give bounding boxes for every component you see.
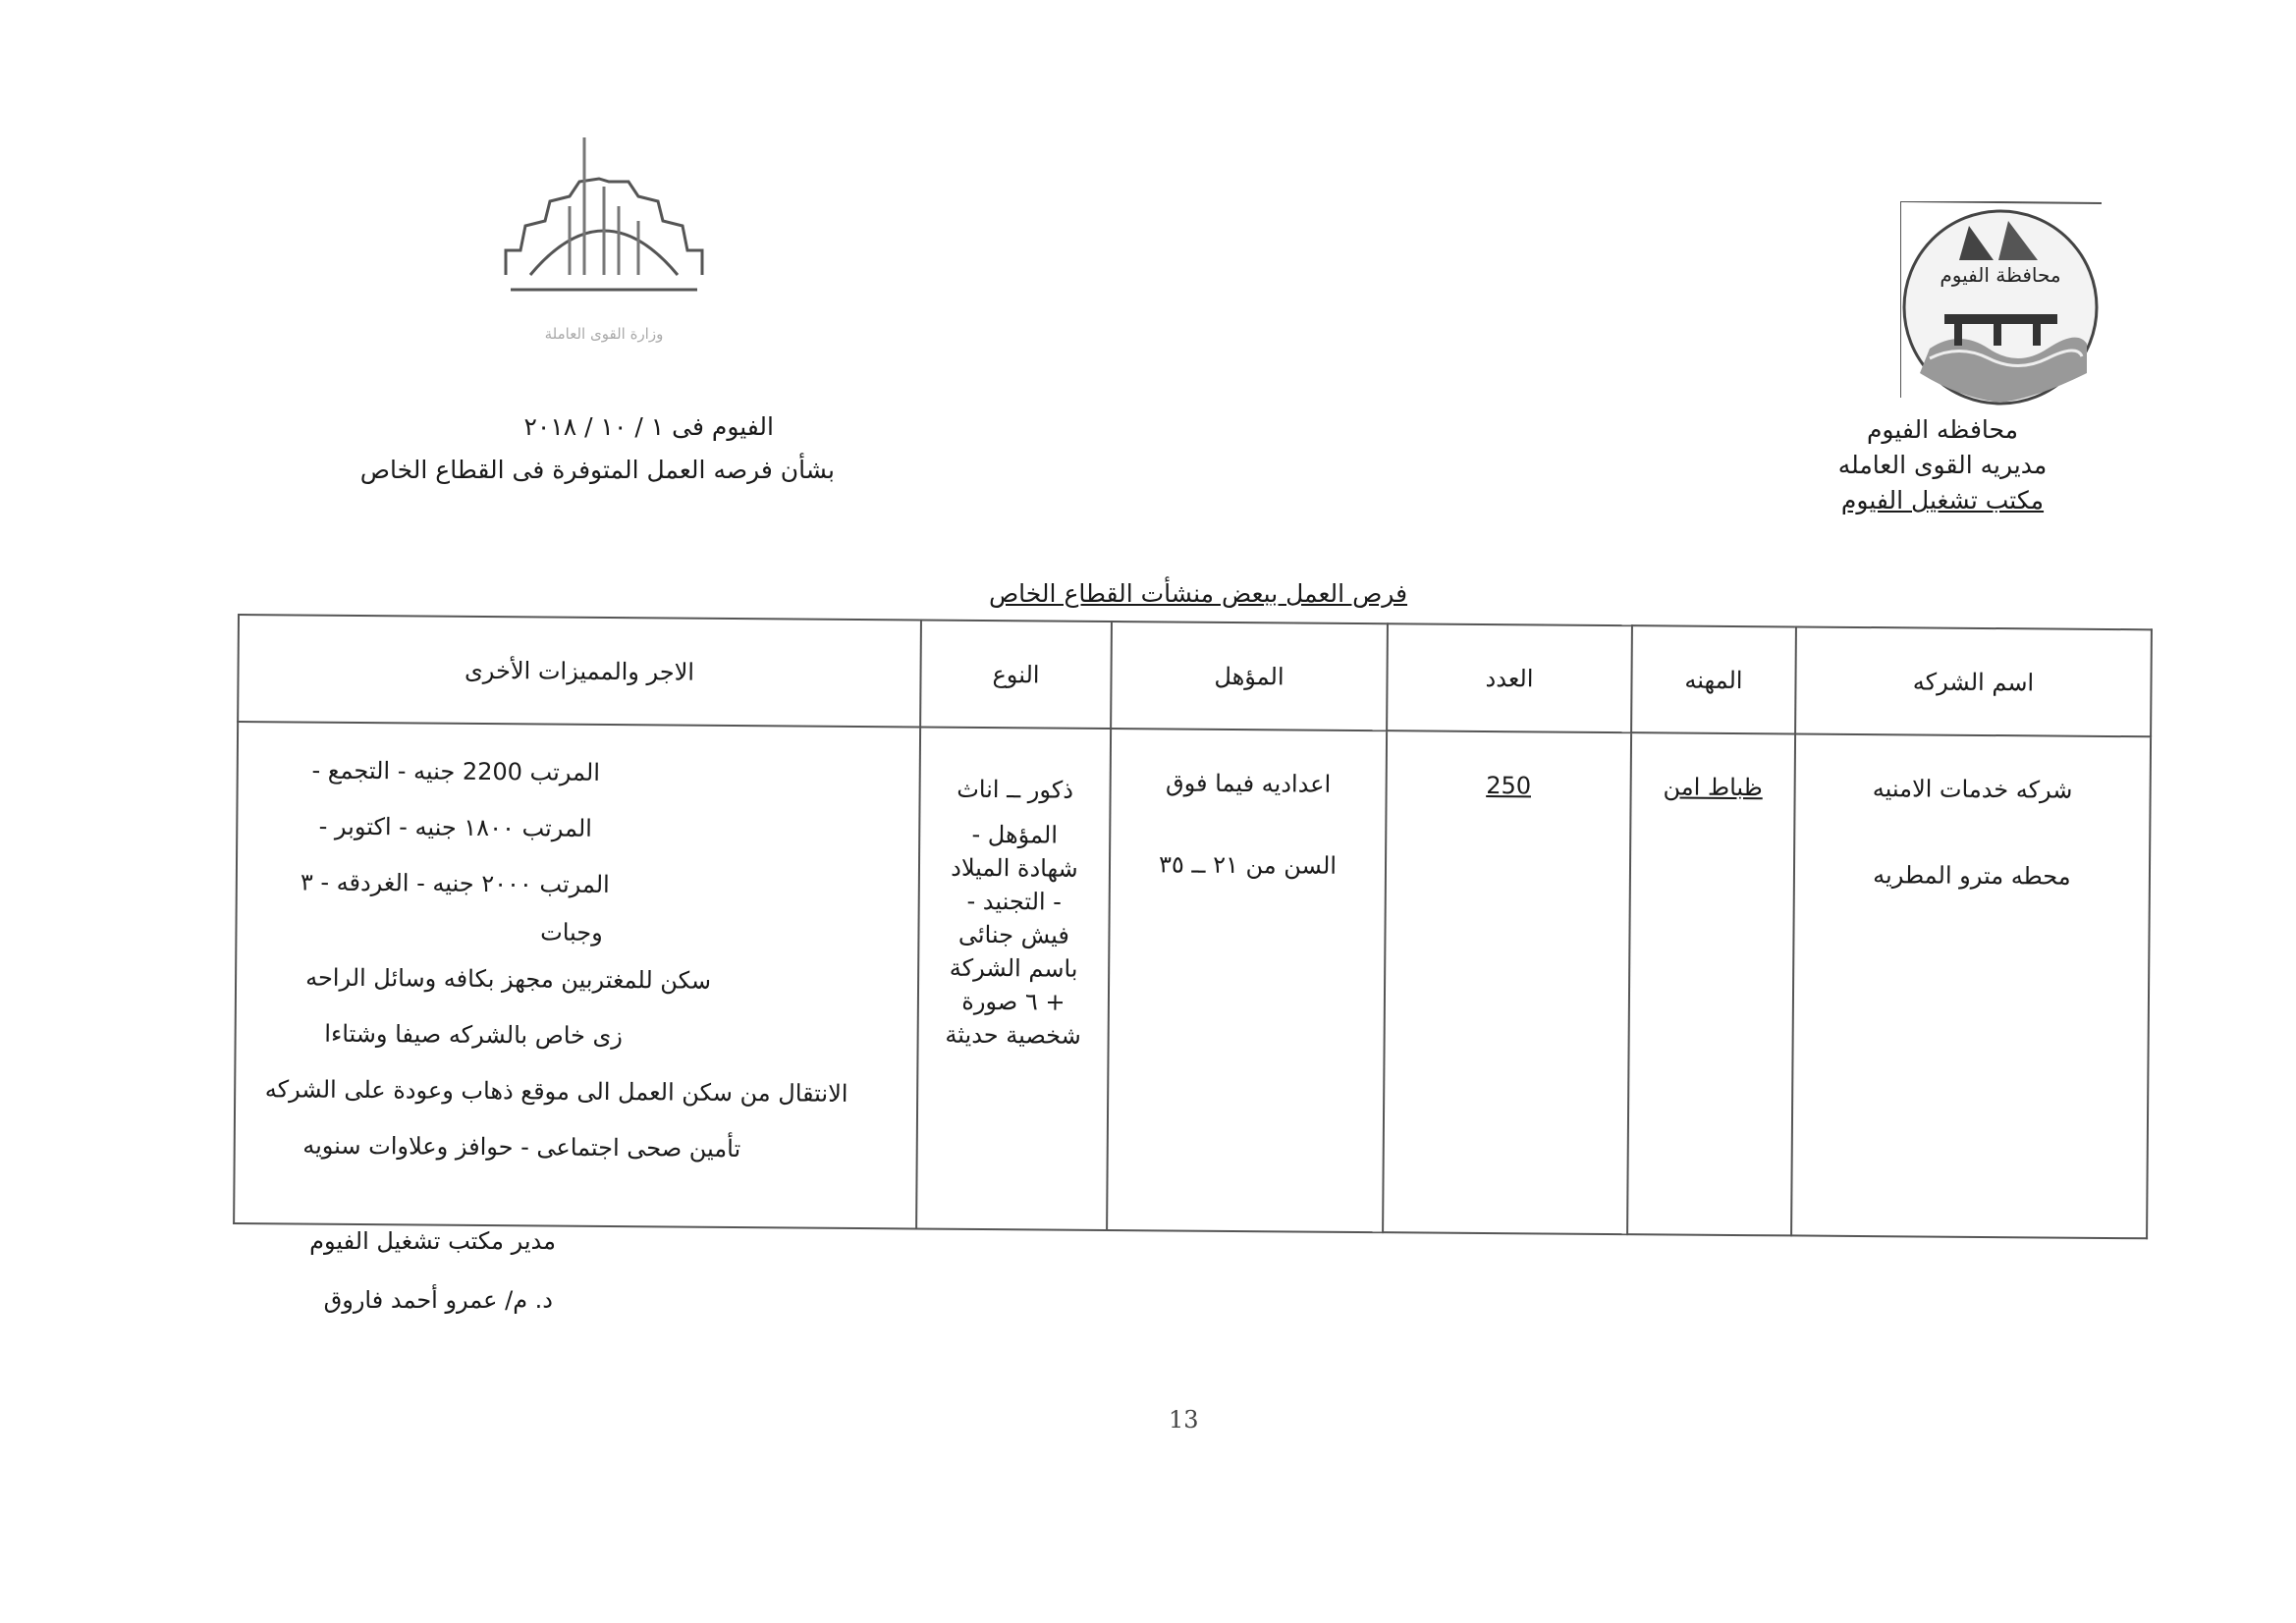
header-count: العدد <box>1387 623 1632 732</box>
header-qualification: المؤهل <box>1111 622 1388 730</box>
office-name: مكتب تشغيل الفيوم <box>1840 486 2045 514</box>
governorate-name: محافظه الفيوم <box>1866 415 2019 444</box>
signature-title: مدير مكتب تشغيل الفيوم <box>309 1227 556 1255</box>
requirement-line: - التجنيد - <box>966 887 1063 916</box>
pay-line: وجبات <box>540 918 603 947</box>
directorate-name: مديريه القوى العامله <box>1837 451 2048 479</box>
gender-line: ذكور ــ اناث <box>957 775 1074 804</box>
logo-text: محافظة الفيوم <box>1940 263 2061 287</box>
pay-line: المرتب ١٨٠٠ جنيه - اكتوبر - <box>318 812 593 842</box>
job-count: 250 <box>1486 771 1532 800</box>
age-range: السن من ٢١ ــ ٣٥ <box>1158 850 1338 880</box>
cell-gender <box>916 727 1111 1230</box>
pay-line: الانتقال من سكن العمل الى موقع ذهاب وعودة على الشركه <box>264 1075 848 1108</box>
pay-line: زى خاص بالشركه صيفا وشتاءا <box>324 1019 624 1051</box>
header-company: اسم الشركه <box>1795 626 2152 736</box>
ministry-logo-text: وزارة القوى العاملة <box>544 325 664 343</box>
company-name: شركه خدمات الامنيه <box>1872 775 2073 804</box>
subject-line: بشأن فرصه العمل المتوفرة فى القطاع الخاص <box>359 456 835 484</box>
issuer-header <box>1795 412 2090 518</box>
cell-qualification <box>1107 729 1387 1232</box>
cell-company <box>1791 733 2151 1238</box>
company-location: محطه مترو المطريه <box>1873 861 2071 891</box>
pay-line: المرتب ٢٠٠٠ جنيه - الغردقه - ٣ <box>300 868 610 898</box>
header-pay: الاجر والمميزات الأخرى <box>238 615 921 727</box>
table-row <box>234 722 2151 1238</box>
table-title: فرص العمل ببعض منشأت القطاع الخاص <box>988 579 1408 608</box>
requirement-line: شخصية حديثة <box>945 1020 1081 1050</box>
cell-pay <box>234 722 920 1228</box>
job-opportunities-table <box>233 614 2153 1239</box>
cell-count <box>1383 730 1631 1234</box>
requirement-line: باسم الشركة <box>949 953 1078 983</box>
requirement-line: + ٦ صورة <box>961 987 1066 1016</box>
signature-name: د. م/ عمرو أحمد فاروق <box>323 1286 553 1314</box>
requirement-line: فيش جنائى <box>957 920 1070 949</box>
ministry-gear-logo <box>491 128 717 353</box>
page-number: 13 <box>1169 1406 1199 1434</box>
qualification-level: اعداديه فيما فوق <box>1165 769 1332 798</box>
cell-job <box>1627 732 1795 1235</box>
fayoum-governorate-logo <box>1900 201 2106 407</box>
header-job: المهنه <box>1631 625 1796 733</box>
pay-line: سكن للمغتربين مجهز بكافه وسائل الراحه <box>305 963 712 995</box>
requirement-line: شهادة الميلاد <box>951 853 1078 883</box>
job-title: ظباط امن <box>1663 773 1763 802</box>
pay-line: تأمين صحى اجتماعى - حوافز وعلاوات سنويه <box>302 1131 741 1163</box>
pay-line: المرتب 2200 جنيه - التجمع - <box>311 756 601 786</box>
header-gender: النوع <box>920 620 1112 729</box>
table-header-row <box>238 615 2152 736</box>
date-line: الفيوم فى ١ / ١٠ / ٢٠١٨ <box>523 412 774 441</box>
requirement-line: المؤهل - <box>971 820 1059 849</box>
